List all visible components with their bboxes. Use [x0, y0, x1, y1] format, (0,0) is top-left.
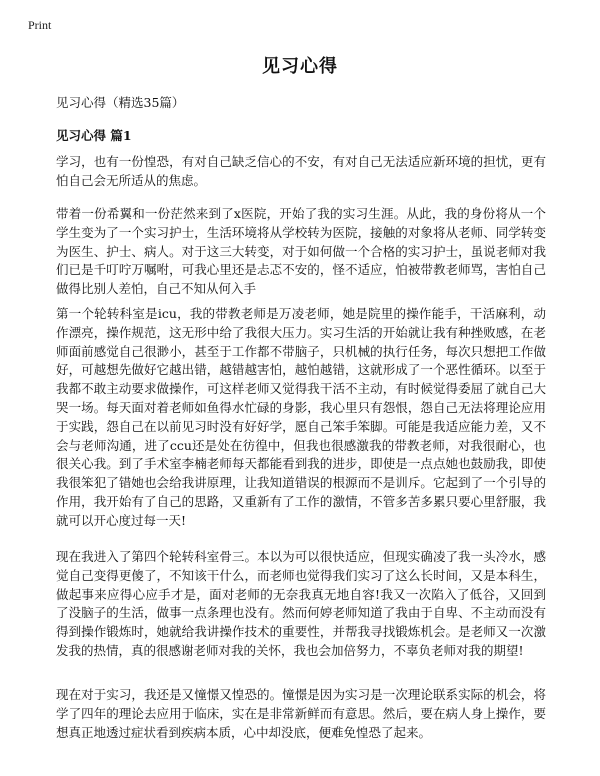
- paragraph-3: 第一个轮转科室是icu，我的带教老师是万凌老师，她是院里的操作能手，干活麻利，动作漂亮，操作规范，这无形中给了我很大压力。实习生活的开始就让我有种挫败感，在老师面前感觉自己很渺小，甚至于工作都不带脑子，只机械的执行任务，每次只想把工作做好，可越想先做好它越出错，越错越害怕，越怕越错，这就形成了一个恶性循环。以至于我都不敢主动要求做操作，可这样老师又觉得我干活不主动，有时候觉得委屈了就自己大哭一场。每天面对着老师如鱼得水忙碌的身影，我心里只有怨恨，怨自己无法将理论应用于实践，怨自己在以前见习时没有好好学，愿自己笨手笨脚。可能是我适应能力差，又不会与老师沟通，进了ccu还是处在彷徨中，但我也很感激我的带教老师，对我很耐心，也很关心我。到了手术室李楠老师每天都能看到我的进步，即使是一点点她也鼓励我，即使我很笨犯了错她也会给我讲原理，让我知道错误的根源而不是训斥。它起到了一个引导的作用，我开始有了自己的思路，又重新有了工作的激情，不管多苦多累只要心里舒服，我就可以开心度过每一天!: [56, 306, 546, 528]
- paragraph-2: 带着一份希翼和一份茫然来到了x医院，开始了我的实习生涯。从此，我的身份将从一个学生变为了一个实习护士，生活环境将从学校转为医院，接触的对象将从老师、同学转变为医生、护士、病人。对于这三大转变，对于如何做一个合格的实习护士，虽说老师对我们已是千叮咛万嘱咐，可我心里还是忐忑不安的，怪不适应，怕被带教老师骂，害怕自己做得比别人差怕，自己不知从何入手: [56, 206, 546, 297]
- paragraph-5: 现在对于实习，我还是又憧憬又惶恐的。憧憬是因为实习是一次理论联系实际的机会，将学了四年的理论去应用于临床，实在是非常新鲜而有意思。然后，要在病人身上操作，要想真正地透过症状看到疾病本质，心中却没底，便难免惶恐了起来。: [56, 687, 546, 740]
- paragraph-4: 现在我进入了第四个轮转科室骨三。本以为可以很快适应，但现实确凌了我一头冷水，感觉自己变得更傻了，不知该干什么，而老师也觉得我们实习了这么长时间，又是本科生，做起事来应得心应手才是，面对老师的无奈我真无地自容!我又一次陷入了低谷，又回到了没脑子的生活，做事一点条理也没有。然而何婷老师知道了我由于自卑、不主动而没有得到操作锻炼时，她就给我讲操作技术的重要性，并帮我寻找锻炼机会。是老师又一次激发我的热情，真的很感谢老师对我的关怀，我也会加倍努力，不辜负老师对我的期望!: [56, 549, 546, 658]
- section-heading: 见习心得 篇1: [56, 128, 132, 143]
- document-subtitle: 见习心得（精选35篇）: [56, 95, 185, 110]
- paragraph-1: 学习，也有一份惶恐，有对自己缺乏信心的不安，有对自己无法适应新环境的担忧，更有怕自己会无所适从的焦虑。: [56, 154, 546, 188]
- page-title: 见习心得: [262, 56, 338, 77]
- print-link[interactable]: Print: [28, 18, 52, 32]
